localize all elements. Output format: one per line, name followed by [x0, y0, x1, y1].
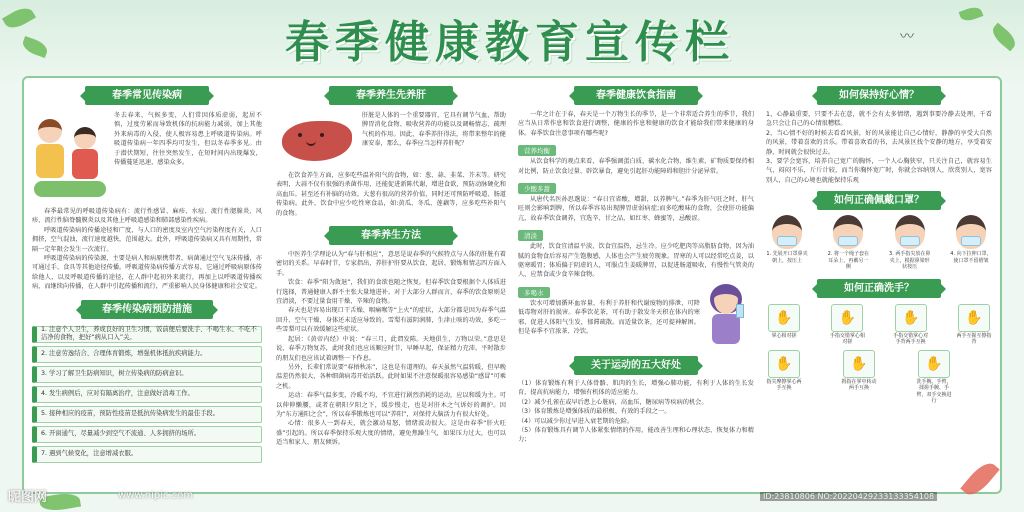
body-text: 呼吸道传染病的传染源，主要是病人和病原携带者，病菌通过空气飞沫传播，亦可通过手、食具等其他途径传播。呼吸道传染病传播方式容易，它通过呼吸病原体传给他人，以及呼吸道传播的途径，在人群中起初外来流行，再加上以呼吸道传播疾病，而继续向传播，在人群中引起传播和流行，严重影响人民身体健康和社会安定。: [32, 255, 262, 291]
handwash-step: ✋ 拇指在掌中转动两手互换: [841, 350, 877, 405]
list-item: 1. 注意个人卫生，养成良好的卫生习惯，饭前便后要洗手、不喝生水、不吃不洁净的食物，把好“病从口入”关。: [32, 326, 262, 343]
body-text: 此时，饮食宜清温平淡，饮食宜温热，忌生冷。应少吃肥肉等高脂肪食物，因为油腻的食物食后容易产生饱腹感，人体也会产生疲劳现象。胃寒的人可以经常吃点姜，以驱寒暖胃；体质偏于阴虚的人，可服点生姜暖脾胃，以促进肠道吸收，有慢性气管炎的人，应禁食或少食辛辣食物。: [518, 243, 754, 279]
body-text: 另外，长辈们常说要“春捂秋冻”，这也是有道理的。春天虽然气温转暖，但早晚温差仍然很大，各种细菌病毒开始活跃。此时如果不注意保暖很容易感染“感冒”可乘之机。: [276, 363, 506, 390]
list-item: 2. 注意劳逸结合、合理体育锻炼，增强机体抵抗疾病能力。: [32, 346, 262, 363]
section-heading: 春季养生方法: [329, 226, 453, 245]
list-item: （5）体育锻炼具有调节人体紧张情绪的作用，能改善生理和心理状态，恢复体力和精力；: [518, 426, 754, 444]
mask-step: 3. 两手指尖放在鼻夹上，根据鼻梁形状按压: [889, 215, 931, 271]
list-item: 7. 遇到气候变化，注意增减衣服。: [32, 446, 262, 463]
watermark-id: ID:23810806 NO:20220429233133354108: [760, 492, 937, 501]
sub-heading: 少酸多甜: [518, 183, 556, 194]
bird-icon: 〰: [900, 29, 914, 45]
intro-text: 冬去春来，气候多变，人们常因体质虚弱，起居不慎，过度劳累而导致机体的抗病能力减弱，加上其他外来病毒的入侵，使人极容易患上呼吸道传染病。呼吸道传染病一年四季均可发生，但以冬春季多见。由于潜伏期短，往往突然发生，在短时间内出现爆发，传播蔓延迅速，感染众多。: [114, 112, 262, 167]
prevention-list: [32, 326, 262, 463]
watermark-brand: 昵图网: [8, 490, 48, 505]
column-mood-mask-hands: [766, 86, 992, 486]
page-title: 春季健康教育宣传栏: [285, 17, 735, 68]
liver-text: 肝脏是人体的一个重要器官，它具有调节气血，帮助脾胃消化食物、吸收营养的功能以及调畅情志、疏理气机的作用。因此，春季养肝得法，将带来整年的健康安泰，那么，春季应当怎样养肝呢？: [362, 112, 506, 148]
section-heading: 春季健康饮食指南: [574, 86, 698, 105]
watermark-url: www.nipic.com: [118, 490, 194, 501]
mask-step: 2. 将一个绳子套在耳朵上，再戴另一侧: [827, 215, 869, 271]
body-text: 饮食：春季“阳为敛退”，我们的食欲也随之恢复。但春季饮食要根据个人体质进行选择，普通健康人群不主张大量地进补。对于大部分人群而言，春季的饮食原则是宜清淡，不要过量食用干燥、辛辣的食物。: [276, 279, 506, 306]
section-heading: 如何保持好心情？: [817, 86, 941, 105]
hand-icon: ✋: [843, 350, 875, 378]
section-heading: 关于运动的五大好处: [574, 356, 698, 375]
column-diet-guide: [518, 86, 754, 486]
body-text: 从唐代名医孙思邈说：“春日宜省酸，增甜，以养脾气。”春季为肝气旺之时，肝气旺则会影响到脾，所以春季容易出现脾胃虚弱病症;而多吃酸味的食物，会使肝功能偏亢，故春季饮食调养，宜选辛、甘之品，如红枣、蜂蜜等，忌酸涩。: [518, 196, 754, 222]
list-item: （1）体育锻炼有利于人体骨骼、肌肉的生长，增强心肺功能，有利于人体的生长发育，提高抗病能力，增强有机体的适应能力。: [518, 379, 754, 397]
sick-children-illustration: [32, 111, 110, 207]
mask-face-icon: [956, 215, 986, 249]
list-item: 2、当心情不好的时候去看看风景，好的风景能让自己心情好，静静的享受大自然的风景，带着喜欢的音乐。带着喜欢看的书，去风景区找个安静的地方，享受着安静，时间就会很快过去。: [766, 129, 992, 156]
mask-face-icon: [833, 215, 863, 249]
list-item: 6. 开窗通气，尽量减少到空气不流通、人多拥挤的场所。: [32, 426, 262, 443]
handwash-step: ✋ 洗手腕、手臂，揉搓手腕、手臂，双手交换进行: [916, 350, 952, 405]
liver-text: 在饮食养生方面，应多吃些温补阳气的食物，如：葱、蒜、韭菜、芥末等。研究表明，大蒜不仅有很强的杀菌作用，还能促进新陈代谢，增进食欲，预防动脉硬化和高血压。甚至还有补脑的功效。大葱有很高的营养价值，同时还可预防呼吸道、肠道传染病。此外，饮食中应少吃性寒食品，如:黄瓜、冬瓜、莲藕等，应多吃些补阳气的食物。: [276, 172, 506, 217]
section-heading: 春季常见传染病: [85, 86, 209, 105]
section-heading: 春季传染病预防措施: [81, 300, 213, 319]
list-item: （4）可以减少你过早进入衰老期的危险。: [518, 417, 634, 425]
column-liver-care: [276, 86, 506, 486]
body-text: 中医养生学理论认为“春与肝相应”，意思是说春季的气候特点与人体的肝脏有着密切的关系。早春时节，专家指出，养肝护肝要从饮食、起居、锻炼和情志四方面入手。: [276, 251, 506, 277]
hand-icon: ✋: [768, 304, 800, 332]
body-text: 饮水可增加循环血容量，有利于养肝和代谢废物的排泄，可降低毒物对肝的损害。春季饮花茶，可有助于散发冬天积在体内的寒邪，促进人体阳气生发，郁滞疏散。而适量饮茶，还可提神解困。但是春季不宜浓茶、冷饮。: [518, 299, 700, 336]
section-heading: 春季养生先养肝: [329, 86, 453, 105]
girl-drinking-water-illustration: [700, 280, 754, 350]
handwash-step: ✋ 掌心相对搓: [766, 304, 802, 346]
column-infectious-diseases: [32, 86, 262, 486]
body-text: 春天也是容易出现口干舌燥、咽痛喉等“上火”的症状，大部分都是因为春季气温回升、空气干燥，身体还未适应导致的。雪梨有滋阴润肺，生津止咳的功效，多吃一些雪梨可以有效缓解这些症状。: [276, 307, 506, 334]
hand-icon: ✋: [768, 350, 800, 378]
mask-face-icon: [772, 215, 802, 249]
body-text: 春季最常见的呼吸道传染病有：流行性感冒、麻疹、水痘、流行性腮腺炎、风疹、流行性脑脊髓膜炎以及其他上呼吸道感染和肺部感染性疾病。: [32, 208, 262, 225]
mask-face-icon: [895, 215, 925, 249]
body-text: 心情：很多人一到春天，就会激动易怒，情绪波动很大。这是由春季“肝火旺盛”引起的。所以春季保持乐观大度的情绪，避免焦躁生气，如果压力过大，也可以适当和家人、朋友倾诉。: [276, 420, 506, 447]
mask-step: 1. 先展开口罩鼻夹朝上，按压上: [766, 215, 808, 271]
handwash-step: ✋ 手指交错掌心相对搓: [829, 304, 865, 346]
body-text: 起居：《黄帝内经》中说：“春三月，此谓发陈。天地俱生，万物以荣。”意思是说，春季万物复苏，此时我们也应该顺应时节，早睡早起，保证精力充沛。平时散步的朋友们也应该试着调整一下作息。: [276, 335, 506, 362]
intro-text: 一年之计在于春，春天是一个万物生长的季节，是一个非常适合养生的季节，我们应当从日常作息和饮食进行调整，健康的作息和健康的饮食才能给我们带来健康的身体。春季饮食注意事项有哪些呢?: [518, 111, 754, 137]
hand-icon: ✋: [831, 304, 863, 332]
list-item: （3）体育锻炼是增强体质的最积极、有效的手段之一。: [518, 408, 671, 416]
list-item: 3. 学习了解卫生防病知识，树立传染病的防病意识。: [32, 366, 262, 383]
liver-illustration: [276, 111, 358, 171]
body-text: 从饮食科学的观点来看，春季强调蛋白质、碳水化合物、维生素、矿物质要保持相对比例，防止饮食过量、辟饮暴食，避免引起肝功能障碍和胆汁分泌异常。: [518, 158, 754, 175]
body-text: 呼吸道传染病的传播途径和广度，与人口的密度及室内空气污染程度有关，人口拥挤，空气混浊，流行速度越快，范围越大。此外，呼吸道传染病又具有周期性，常隔一定年限会发生一次流行。: [32, 226, 262, 253]
list-item: （2）减少孔雀在或早后患上心脏病，高血压，糖尿病等疾病的机会。: [518, 398, 708, 406]
sub-heading: 营养均衡: [518, 145, 556, 156]
sub-heading: 多喝水: [518, 287, 550, 298]
mask-step: 4. 向下拉伸口罩，使口罩不留褶皱: [950, 215, 992, 271]
hand-icon: ✋: [958, 304, 990, 332]
list-item: 1、心静最重要，只要不去在意，就不会有太多情绪，遇到事要冷静去处理，千看急只会让自己的心情很糟糕。: [766, 111, 992, 128]
handwash-step: ✋ 两手互握互擦指背: [956, 304, 992, 346]
section-heading: 如何正确洗手？: [817, 279, 941, 298]
list-item: 3、要学会宽容，培养自己宽广的胸怀，一个人心胸狭窄，只关注自己，就容易生气，闷闷不乐，斤斤计较，而当你胸怀宽广时，你就会容纳别人，欣赏别人，宽容别人，自己的心境也就能保持乐观: [766, 158, 992, 184]
section-heading: 如何正确佩戴口罩？: [817, 191, 941, 210]
handwash-step: ✋ 指尖摩擦掌心两手互换: [766, 350, 802, 405]
list-item: 4. 发生病例后，应对有隔离治疗，注意做好消毒工作。: [32, 386, 262, 403]
hand-icon: ✋: [918, 350, 950, 378]
sub-heading: 清淡: [518, 230, 543, 241]
hand-icon: ✋: [895, 304, 927, 332]
body-text: 运动：春季气温多变，冷暖不均，不宜进行剧烈消耗的运动，应以和缓为主。可以伸伸懒腰，或者在朝阳夕阳之下，缓步慢走，也是对肝木之气诉好的调护。因为“东方通阳之会”，所以春季锻炼也可以“养阳”，对保持大脑活力有很大好处。: [276, 392, 506, 418]
list-item: 5. 接种相应的疫苗，预防性疫苗是抵抗传染病发生的最佳手段。: [32, 406, 262, 423]
handwash-step: ✋ 手指交错掌心对手背两手互换: [893, 304, 929, 346]
